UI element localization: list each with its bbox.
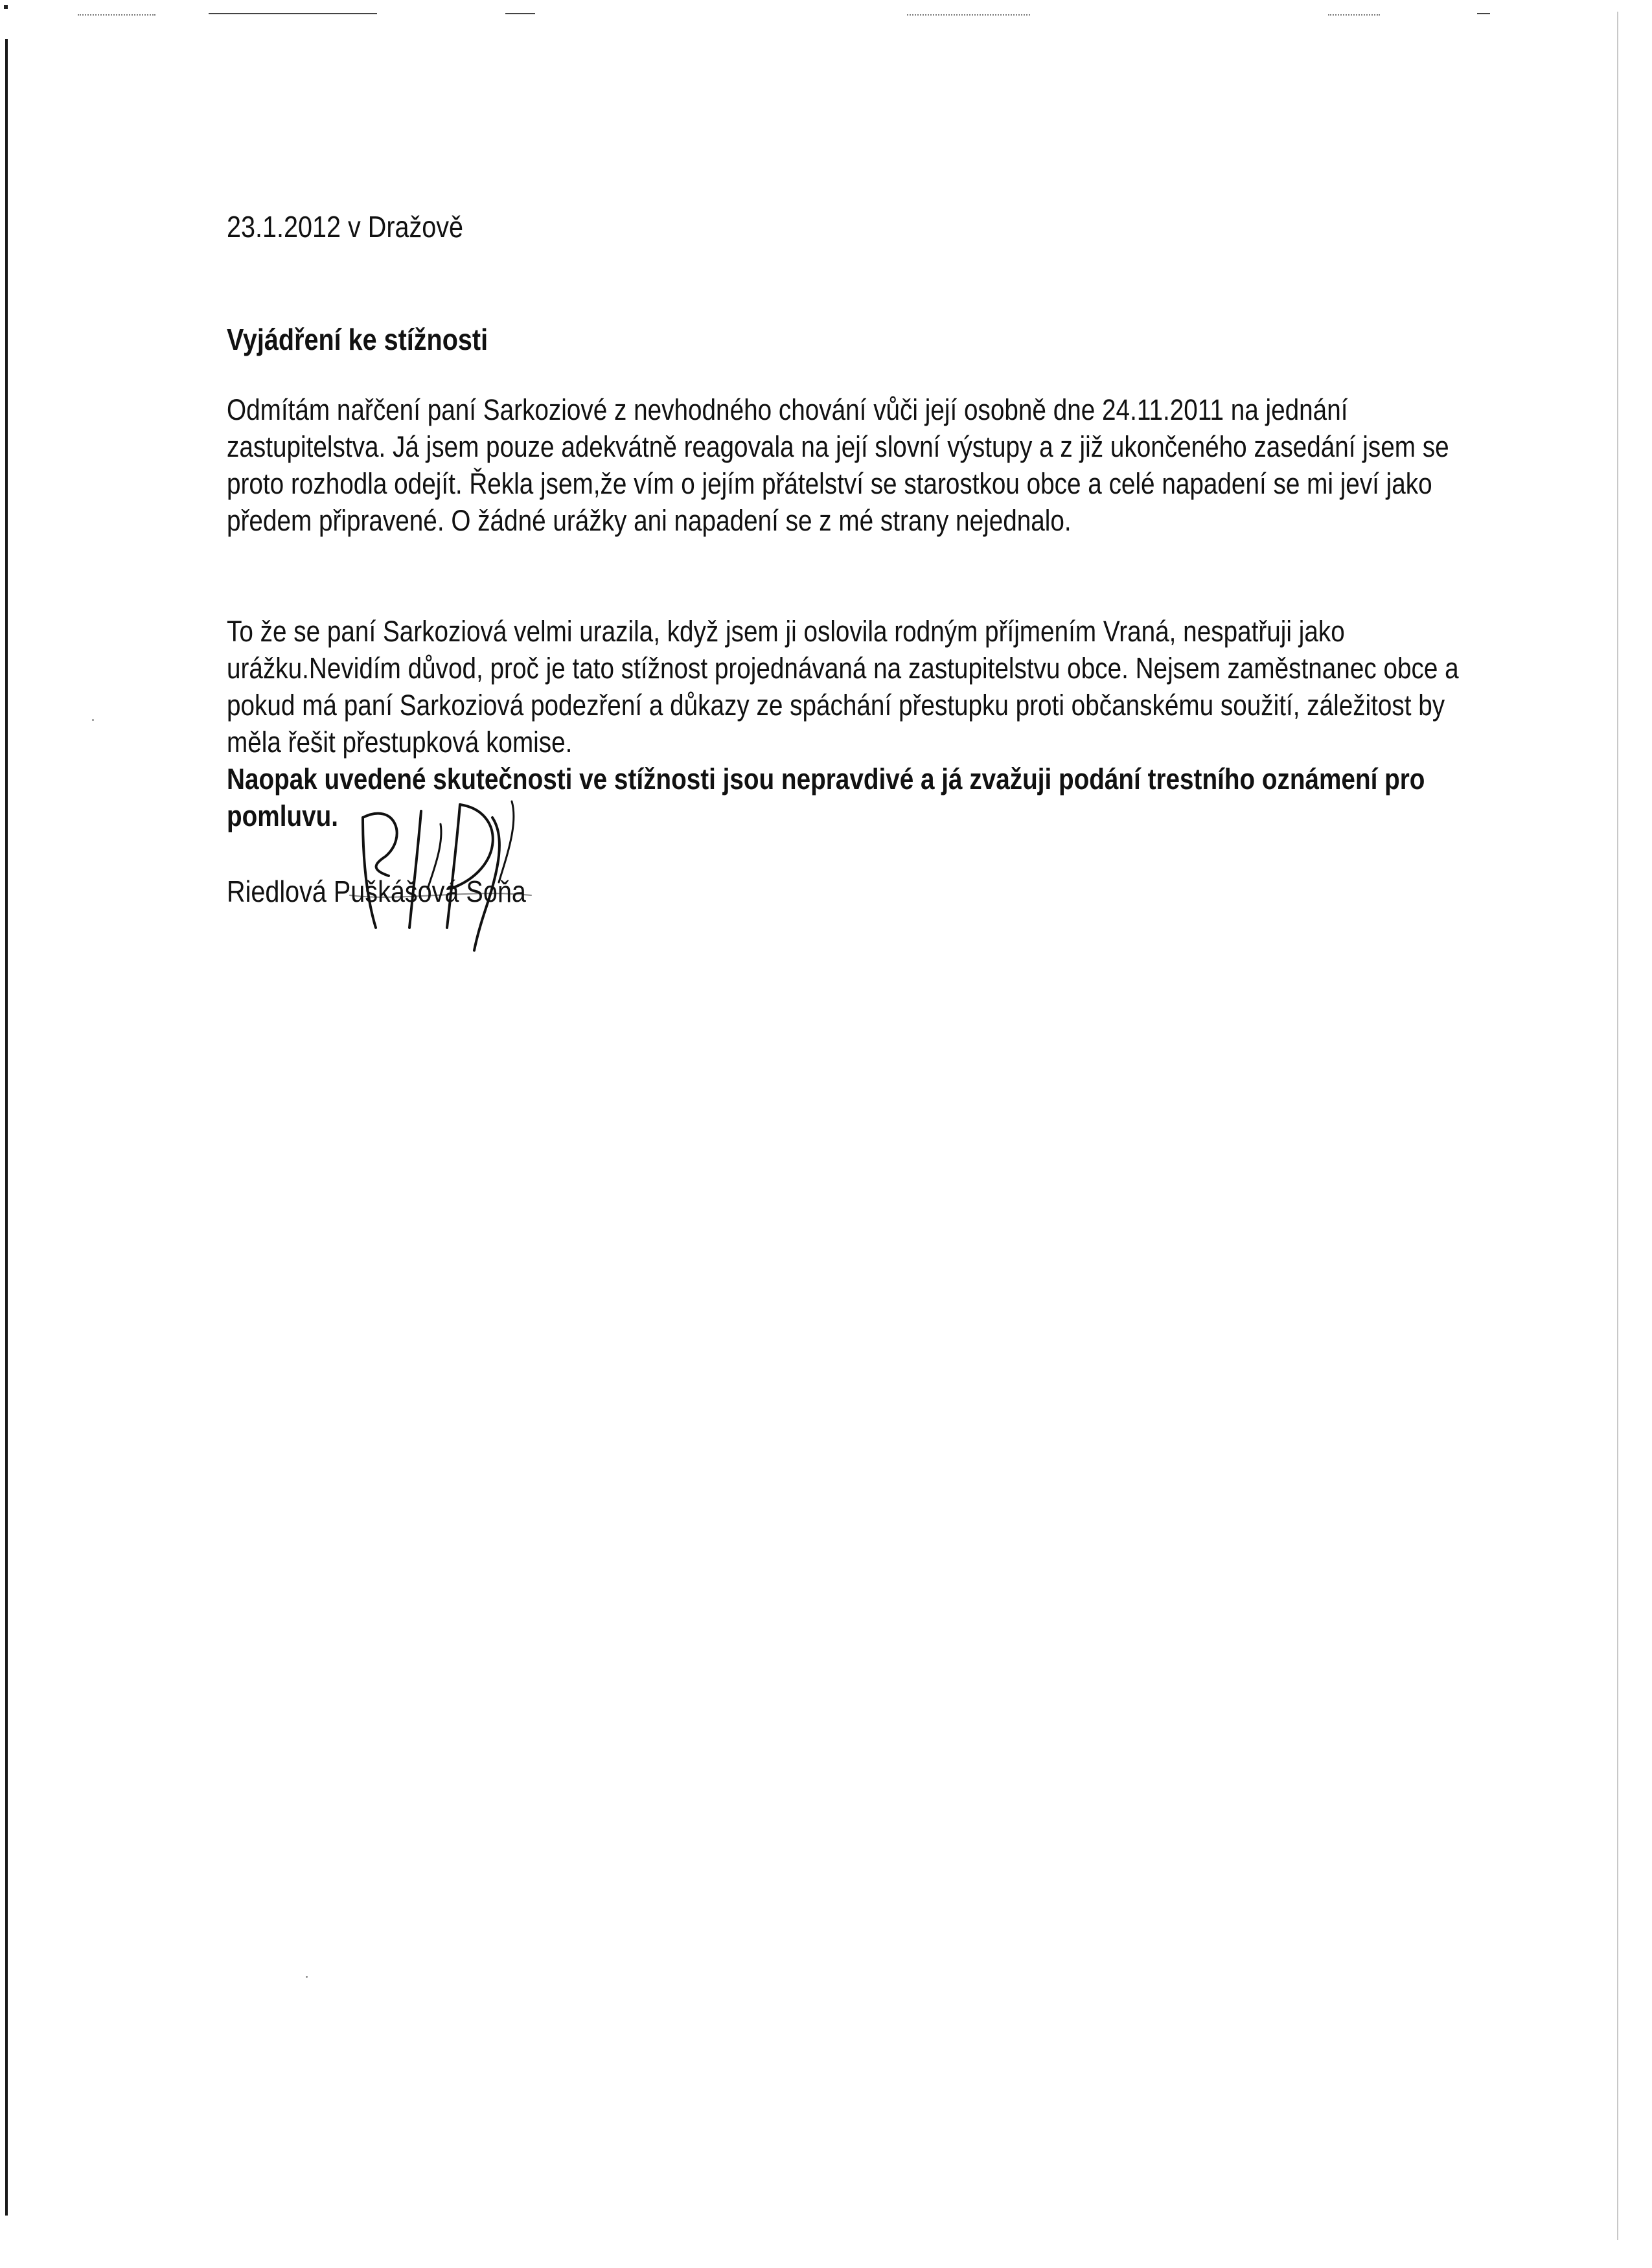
scan-top-dots [1328, 14, 1380, 16]
scan-top-rule [1477, 13, 1490, 14]
paragraph-3-bold: Naopak uvedené skutečnosti ve stížnosti jsou nepravdivé a já zvažuji podání trestního oznámení pro pomluvu. [227, 762, 1425, 832]
letter-subject: Vyjádření ke stížnosti [227, 323, 488, 356]
handwritten-signature [337, 798, 557, 954]
paragraph-1: Odmítám nařčení paní Sarkoziové z nevhodného chování vůči její osobně dne 24.11.2011 na jednání zastupitelstva. Já jsem pouze adekvátně reagovala na její slovní výstupy a z již ukončeného zasedání jsem se proto rozhodla odejít. Řekla jsem,že vím o jejím přátelství se starostkou obce a celé napadení se mi jeví jako předem připravené. O žádné urážky ani napadení se z mé strany nejednalo. [227, 393, 1449, 537]
scan-top-rule [209, 13, 377, 14]
signer-name: Riedlová Puškášová Soňa [227, 875, 526, 908]
scan-right-edge [1617, 12, 1618, 2240]
scan-top-rule [505, 13, 535, 14]
scan-speck [92, 719, 94, 721]
paragraph-2: To že se paní Sarkoziová velmi urazila, když jsem ji oslovila rodným příjmením Vraná, nespatřuji jako urážku.Nevidím důvod, proč je tato stížnost projednávaná na zastupitelstvu obce. Nejsem zaměstnanec obce a pokud má paní Sarkoziová podezření a důkazy ze spáchání přestupku proti občanskému soužití, záležitost by měla řešit přestupková komise. [227, 615, 1459, 759]
scan-corner-mark [4, 5, 8, 9]
scan-speck [306, 1976, 308, 1978]
scan-top-dots [78, 14, 155, 16]
scan-left-edge [5, 39, 8, 2216]
date-place-line: 23.1.2012 v Dražově [227, 210, 464, 244]
scan-top-dots [907, 14, 1030, 16]
